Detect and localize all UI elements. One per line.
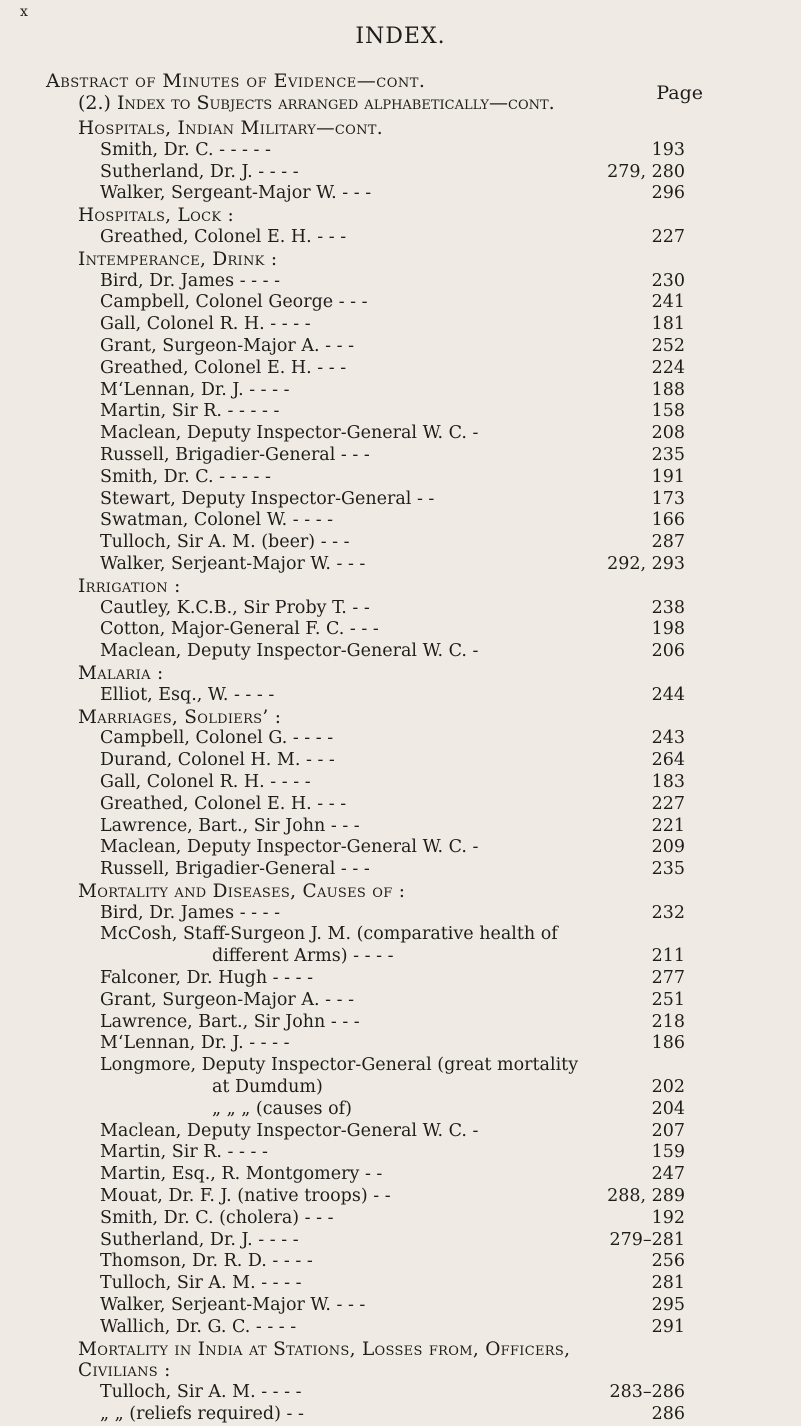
index-entry-text: Thomson, Dr. R. D. - - - - (100, 1251, 313, 1272)
index-entry-row (0, 1230, 801, 1252)
index-subheading: (2.) Index to Subjects arranged alphabetically—cont. (78, 92, 555, 114)
index-entry-row (0, 1295, 801, 1317)
index-page-number: 173 (651, 488, 685, 509)
index-page-number: 208 (651, 423, 685, 444)
index-entry-row (0, 358, 801, 380)
index-entry-text: Durand, Colonel H. M. - - - (100, 750, 335, 771)
index-entry-row (0, 271, 801, 293)
index-entry-row (0, 314, 801, 336)
index-entry-text: Sutherland, Dr. J. - - - - (100, 1229, 299, 1250)
index-entry-text: Walker, Serjeant-Major W. - - - (100, 1295, 366, 1316)
index-entry-text: Mouat, Dr. F. J. (native troops) - - (100, 1186, 391, 1207)
index-entry-text: Cautley, K.C.B., Sir Proby T. - - (100, 597, 370, 618)
index-entry-row (0, 1121, 801, 1143)
index-entry-row (0, 1251, 801, 1273)
index-entry-text: Smith, Dr. C. - - - - - (100, 139, 271, 160)
index-entry-text: Grant, Surgeon-Major A. - - - (100, 989, 354, 1010)
index-entry-row (0, 1164, 801, 1186)
index-entry-row (0, 837, 801, 859)
index-page-number: 288, 289 (607, 1186, 685, 1207)
index-entry-row (0, 183, 801, 205)
index-entry-row (0, 946, 801, 968)
index-entry-text: Stewart, Deputy Inspector-General - - (100, 488, 435, 509)
index-page-number: 283–286 (609, 1382, 685, 1403)
index-page-number: 295 (651, 1295, 685, 1316)
index-page-number: 279–281 (609, 1229, 685, 1250)
index-entry-text: Lawrence, Bart., Sir John - - - (100, 1011, 360, 1032)
index-page-number: 191 (651, 466, 685, 487)
index-entry-text: „ „ (reliefs required) - - (100, 1404, 304, 1425)
index-page-number: 235 (651, 444, 685, 465)
index-heading-row (0, 249, 801, 271)
index-entry-row (0, 968, 801, 990)
index-entry-text: Tulloch, Sir A. M. (beer) - - - (100, 532, 350, 553)
index-entry-text: M‘Lennan, Dr. J. - - - - (100, 379, 290, 400)
index-page-number: 207 (651, 1120, 685, 1141)
index-page-number: 204 (651, 1098, 685, 1119)
index-entry-row (0, 619, 801, 641)
index-heading-row (0, 118, 801, 140)
index-heading-row (0, 1339, 801, 1361)
index-entry-row (0, 1012, 801, 1034)
index-entry-text: different Arms) - - - - (212, 946, 394, 967)
index-entry-text: Walker, Serjeant-Major W. - - - (100, 553, 366, 574)
index-page-number: 218 (651, 1011, 685, 1032)
index-page-number: 192 (651, 1207, 685, 1228)
index-entry-row (0, 1273, 801, 1295)
index-entry-text: M‘Lennan, Dr. J. - - - - (100, 1033, 290, 1054)
index-heading-text: Civilians : (78, 1360, 171, 1382)
index-entries (0, 118, 801, 1426)
index-entry-row (0, 489, 801, 511)
index-heading-text: Malaria : (78, 662, 164, 684)
index-heading-text: Hospitals, Indian Military—cont. (78, 118, 383, 139)
index-entry-text: Russell, Brigadier-General - - - (100, 859, 370, 880)
index-entry-text: Wallich, Dr. G. C. - - - - (100, 1316, 297, 1337)
index-page-number: 286 (651, 1404, 685, 1425)
index-page-number: 296 (651, 183, 685, 204)
index-entry-row (0, 1077, 801, 1099)
index-heading-text: Irrigation : (78, 575, 181, 597)
index-entry-row (0, 292, 801, 314)
index-entry-text: Greathed, Colonel E. H. - - - (100, 357, 347, 378)
index-page-number: 247 (651, 1164, 685, 1185)
index-entry-row (0, 924, 801, 946)
index-entry-row (0, 816, 801, 838)
index-entry-row (0, 336, 801, 358)
index-entry-text: Falconer, Dr. Hugh - - - - (100, 968, 314, 989)
index-heading-text: Marriages, Soldiers’ : (78, 706, 282, 728)
index-entry-text: McCosh, Staff-Surgeon J. M. (comparative health of (100, 924, 558, 945)
index-entry-text: Walker, Sergeant-Major W. - - - (100, 183, 372, 204)
index-entry-row (0, 772, 801, 794)
index-page-number: 211 (651, 946, 685, 967)
index-entry-text: Maclean, Deputy Inspector-General W. C. - (100, 423, 479, 444)
index-page-number: 291 (651, 1316, 685, 1337)
index-page-number: 193 (651, 139, 685, 160)
index-entry-text: Martin, Sir R. - - - - - (100, 401, 280, 422)
index-page-number: 238 (651, 597, 685, 618)
index-entry-text: Smith, Dr. C. (cholera) - - - (100, 1207, 334, 1228)
index-entry-text: Maclean, Deputy Inspector-General W. C. - (100, 837, 479, 858)
index-page-number: 244 (651, 684, 685, 705)
index-entry-row (0, 1317, 801, 1339)
index-entry-row (0, 1142, 801, 1164)
index-entry-text: Cotton, Major-General F. C. - - - (100, 619, 379, 640)
index-entry-text: Campbell, Colonel George - - - (100, 292, 368, 313)
index-page-number: 206 (651, 641, 685, 662)
index-entry-text: Martin, Sir R. - - - - (100, 1142, 268, 1163)
index-entry-row (0, 990, 801, 1012)
index-entry-row (0, 728, 801, 750)
index-heading-row (0, 576, 801, 598)
index-entry-row (0, 641, 801, 663)
abstract-heading: Abstract of Minutes of Evidence—cont. (46, 70, 426, 92)
index-heading-row (0, 205, 801, 227)
index-heading-text: Intemperance, Drink : (78, 248, 278, 270)
corner-mark: x (20, 4, 28, 20)
index-heading-text: Mortality in India at Stations, Losses from, Officers, (78, 1338, 571, 1360)
index-entry-row (0, 227, 801, 249)
index-entry-text: Tulloch, Sir A. M. - - - - (100, 1382, 302, 1403)
index-entry-row (0, 685, 801, 707)
index-heading-text: Hospitals, Lock : (78, 205, 235, 227)
index-entry-row (0, 903, 801, 925)
index-page-number: 183 (651, 771, 685, 792)
index-entry-row (0, 794, 801, 816)
running-head: INDEX. (355, 24, 446, 49)
index-entry-text: Gall, Colonel R. H. - - - - (100, 314, 311, 335)
index-entry-row (0, 1186, 801, 1208)
index-entry-text: Maclean, Deputy Inspector-General W. C. - (100, 641, 479, 662)
index-entry-row (0, 598, 801, 620)
index-entry-text: „ „ „ (causes of) (212, 1098, 352, 1119)
index-page-number: 235 (651, 859, 685, 880)
index-entry-text: Gall, Colonel R. H. - - - - (100, 771, 311, 792)
index-page-number: 281 (651, 1273, 685, 1294)
index-page-number: 279, 280 (607, 161, 685, 182)
index-page-number: 252 (651, 335, 685, 356)
index-entry-text: at Dumdum) (212, 1077, 323, 1098)
index-page-number: 227 (651, 793, 685, 814)
index-page-number: 227 (651, 226, 685, 247)
index-heading-row (0, 881, 801, 903)
index-heading-row (0, 663, 801, 685)
index-entry-text: Maclean, Deputy Inspector-General W. C. - (100, 1120, 479, 1141)
index-heading-text: Mortality and Diseases, Causes of : (78, 880, 406, 902)
index-entry-text: Bird, Dr. James - - - - (100, 902, 281, 923)
index-entry-row (0, 467, 801, 489)
index-entry-row (0, 1404, 801, 1426)
index-page-number: 264 (651, 750, 685, 771)
index-entry-text: Martin, Esq., R. Montgomery - - (100, 1164, 383, 1185)
index-entry-text: Bird, Dr. James - - - - (100, 270, 281, 291)
index-entry-text: Lawrence, Bart., Sir John - - - (100, 815, 360, 836)
index-page-number: 221 (651, 815, 685, 836)
index-entry-row (0, 750, 801, 772)
index-entry-row (0, 554, 801, 576)
index-page-number: 224 (651, 357, 685, 378)
index-page-number: 243 (651, 728, 685, 749)
index-page-number: 188 (651, 379, 685, 400)
index-entry-row (0, 162, 801, 184)
index-page-number: 202 (651, 1077, 685, 1098)
index-entry-text: Greathed, Colonel E. H. - - - (100, 793, 347, 814)
index-entry-text: Longmore, Deputy Inspector-General (great mortality (100, 1055, 579, 1076)
index-heading-row (0, 1360, 801, 1382)
index-entry-text: Smith, Dr. C. - - - - - (100, 466, 271, 487)
index-entry-row (0, 1055, 801, 1077)
index-heading-row (0, 707, 801, 729)
index-entry-text: Grant, Surgeon-Major A. - - - (100, 335, 354, 356)
index-page-number: 186 (651, 1033, 685, 1054)
index-page-number: 198 (651, 619, 685, 640)
index-entry-row (0, 401, 801, 423)
index-entry-row (0, 140, 801, 162)
index-entry-row (0, 380, 801, 402)
index-page-number: 159 (651, 1142, 685, 1163)
page-column-label: Page (656, 82, 703, 104)
index-page-number: 181 (651, 314, 685, 335)
index-entry-row (0, 445, 801, 467)
index-page-number: 241 (651, 292, 685, 313)
index-entry-row (0, 1382, 801, 1404)
index-entry-text: Tulloch, Sir A. M. - - - - (100, 1273, 302, 1294)
index-page-number: 256 (651, 1251, 685, 1272)
index-page-number: 232 (651, 902, 685, 923)
index-entry-row (0, 1208, 801, 1230)
index-entry-row (0, 532, 801, 554)
index-page-number: 230 (651, 270, 685, 291)
index-page-number: 209 (651, 837, 685, 858)
index-entry-text: Campbell, Colonel G. - - - - (100, 728, 334, 749)
index-entry-row (0, 510, 801, 532)
index-page-number: 277 (651, 968, 685, 989)
index-entry-row (0, 1033, 801, 1055)
index-entry-text: Russell, Brigadier-General - - - (100, 444, 370, 465)
index-page-number: 292, 293 (607, 553, 685, 574)
index-page-number: 158 (651, 401, 685, 422)
index-entry-text: Sutherland, Dr. J. - - - - (100, 161, 299, 182)
index-entry-text: Elliot, Esq., W. - - - - (100, 684, 275, 705)
index-entry-row (0, 859, 801, 881)
index-entry-text: Greathed, Colonel E. H. - - - (100, 226, 347, 247)
index-page-number: 251 (651, 989, 685, 1010)
index-entry-row (0, 423, 801, 445)
index-page-number: 166 (651, 510, 685, 531)
index-entry-row (0, 1099, 801, 1121)
index-entry-text: Swatman, Colonel W. - - - - (100, 510, 334, 531)
index-page-number: 287 (651, 532, 685, 553)
